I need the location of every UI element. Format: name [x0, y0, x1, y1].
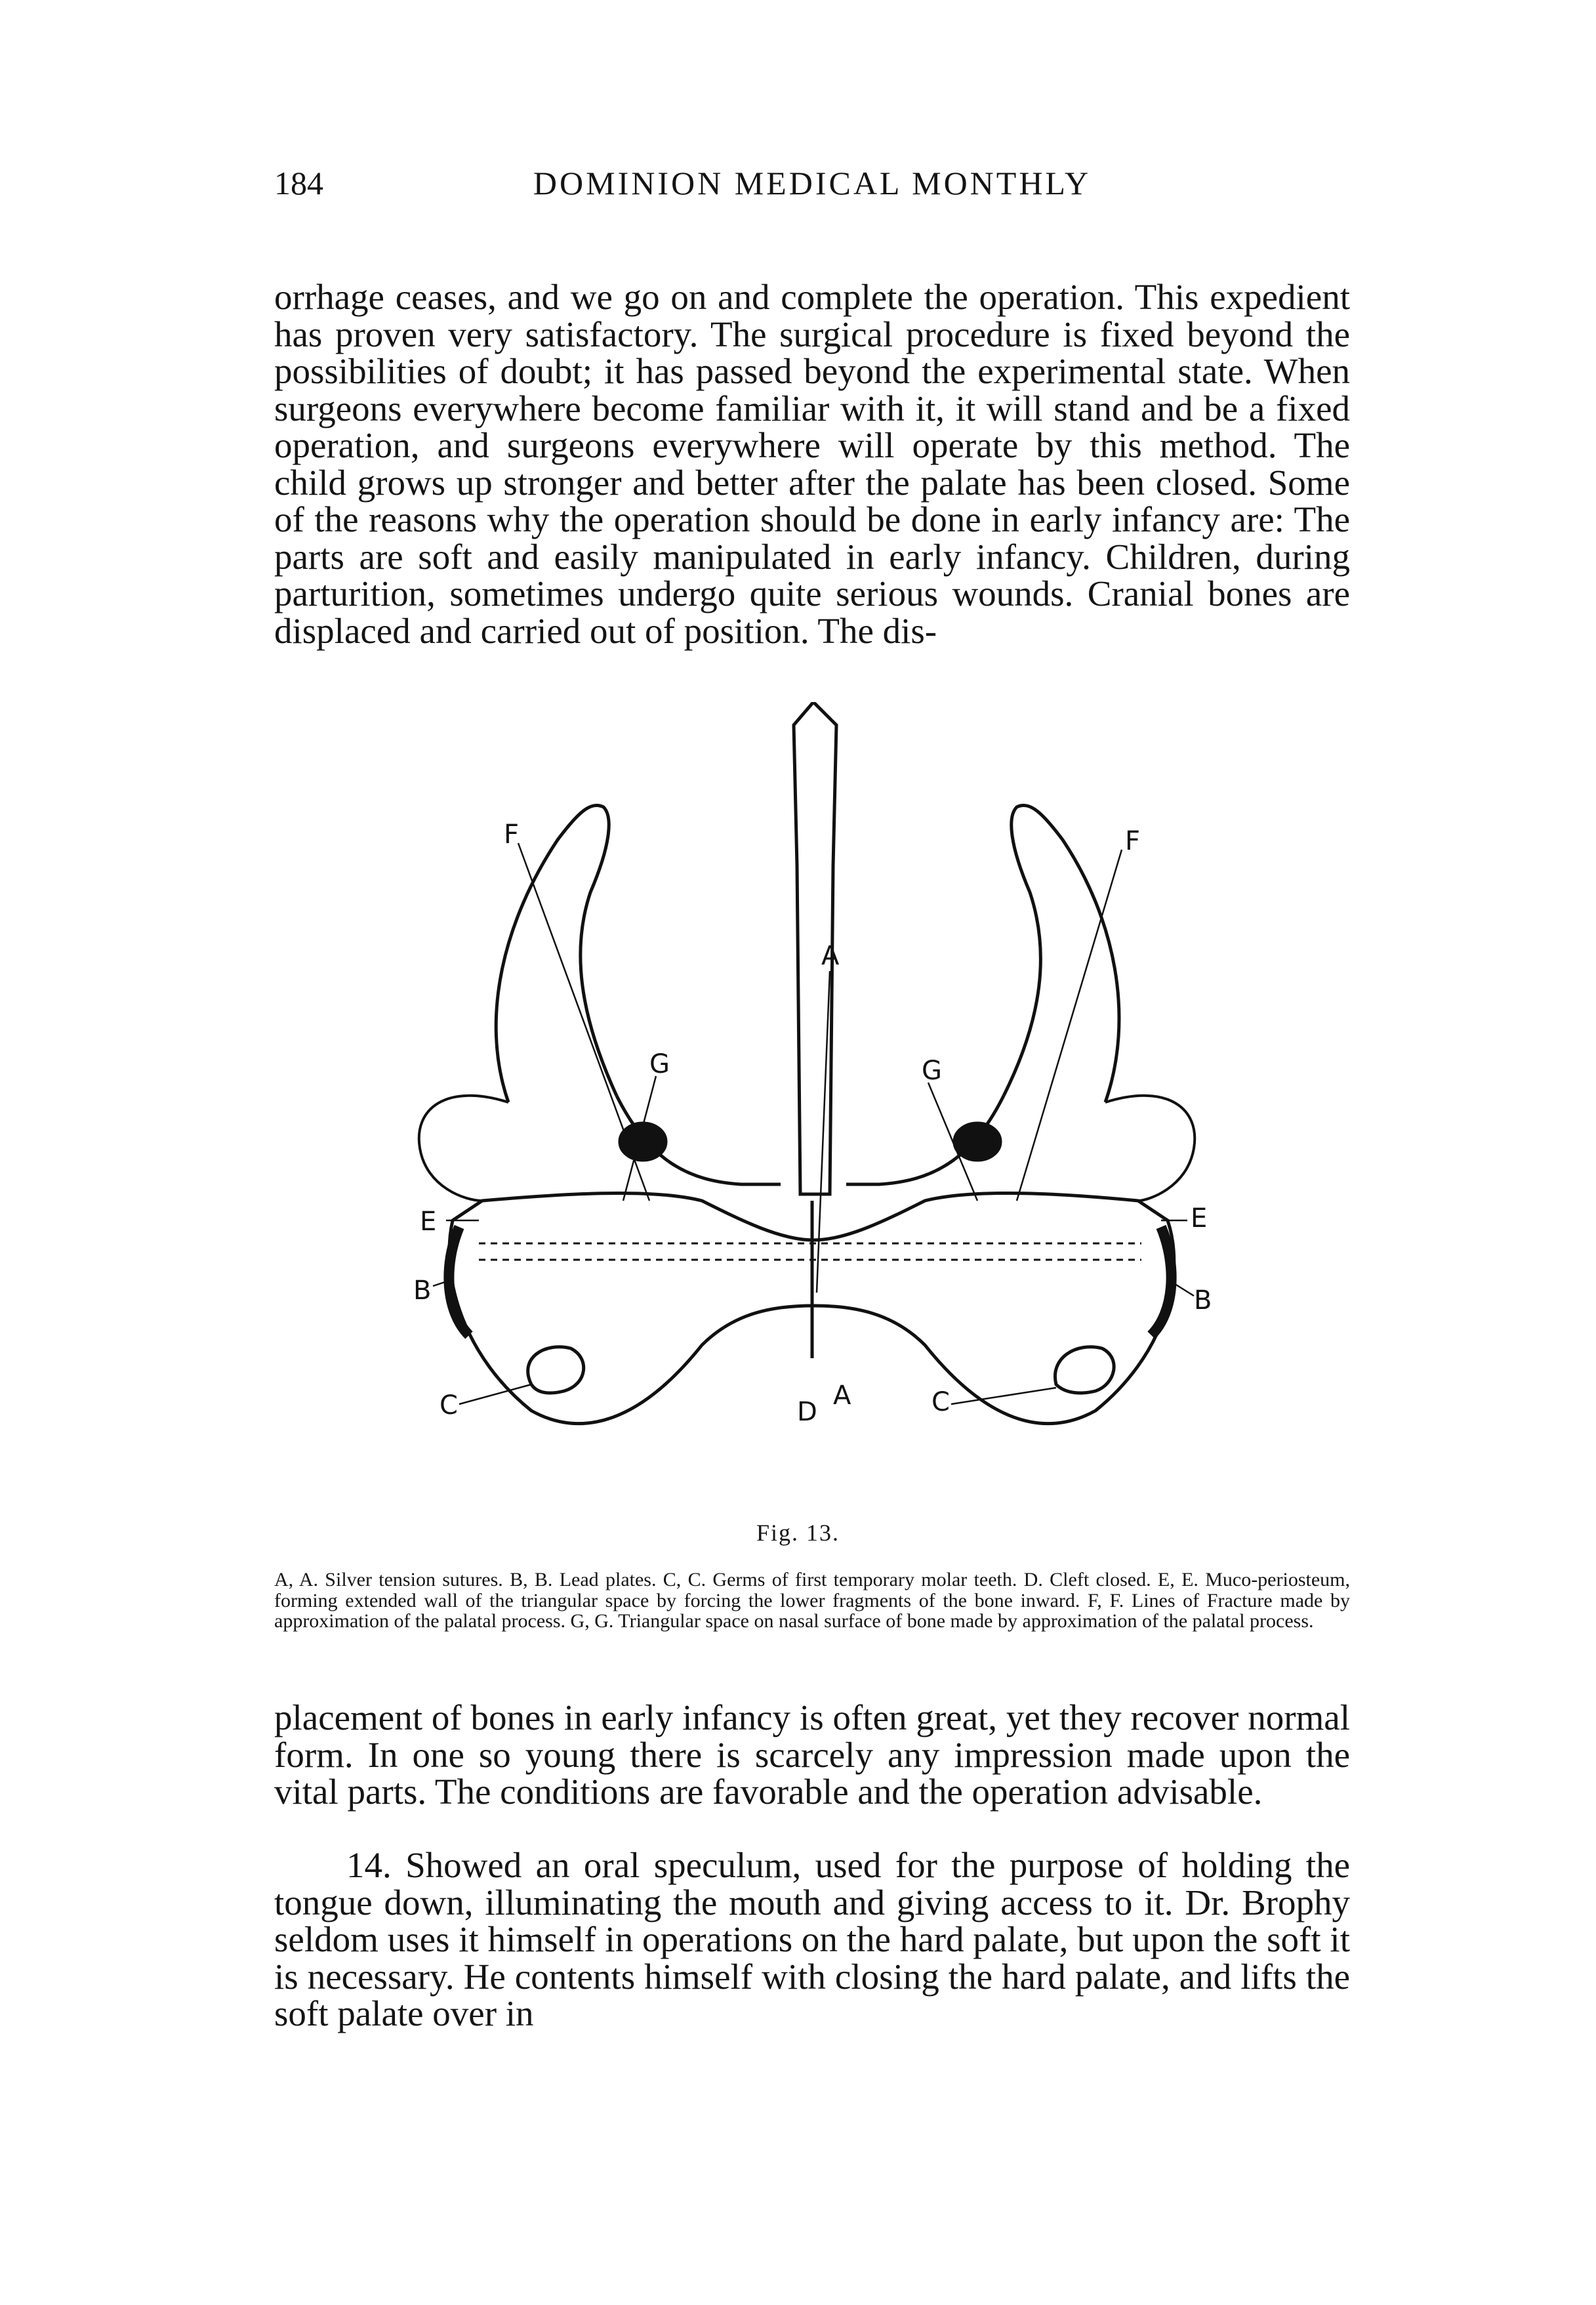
- label-e-right: E: [1191, 1203, 1208, 1234]
- figure-title: Fig. 13.: [756, 1520, 840, 1546]
- label-g-right: G: [922, 1056, 942, 1086]
- label-b-right: B: [1194, 1285, 1212, 1316]
- left-maxilla-process: [496, 805, 617, 1102]
- page-header: [274, 164, 1350, 210]
- anatomical-figure: [282, 702, 1345, 1516]
- running-title: DOMINION MEDICAL MONTHLY: [533, 165, 1092, 201]
- palate-illustration: [282, 702, 1345, 1516]
- label-f-left: F: [504, 820, 520, 850]
- figure-caption: A, A. Silver tension sutures. B, B. Lead plates. C, C. Germs of first temporary molar teeth. D. Cleft closed. E, E. Muco-periosteum, forming extended wall of the triangular space by forcing the lower fragments of the bone inward. F, F. Lines of Fracture made by approximation of the palatal process. G, G. Triangular space on nasal surface of bone made by approximation of the palatal process.: [274, 1569, 1350, 1632]
- label-d: D: [797, 1397, 817, 1427]
- left-lead-plate: [449, 1227, 469, 1335]
- pointer-f-left: [518, 843, 649, 1201]
- right-lead-plate: [1151, 1227, 1172, 1335]
- right-wing: [1105, 1096, 1195, 1201]
- label-c-right: C: [931, 1387, 950, 1417]
- label-f-right: F: [1125, 826, 1141, 856]
- label-e-left: E: [420, 1207, 437, 1237]
- label-b-left: B: [413, 1276, 432, 1306]
- left-tooth-germ: [528, 1347, 584, 1393]
- body-paragraph-3: 14. Showed an oral speculum, used for the purpose of holding the tongue down, illuminating the mouth and giving access to it. Dr. Brophy seldom uses it himself in operations on the hard palate, but upon the soft it is necessary. He contents himself with closing the hard palate, and lifts the soft palate over in: [274, 1845, 1350, 2033]
- right-foramen: [954, 1123, 1000, 1160]
- label-g-left: G: [649, 1049, 670, 1079]
- left-wing: [419, 1096, 508, 1201]
- body-paragraph-1: orrhage ceases, and we go on and complete the operation. This expedient has proven very satisfactory. The surgical procedure is fixed beyond the possibilities of doubt; it has passed beyond the experimental state. When surgeons everywhere become familiar with it, it will stand and be a fixed operation, and surgeons everywhere will operate by this method. The child grows up stronger and better after the palate has been closed. Some of the reasons why the operation should be done in early infancy are: The parts are soft and easily manipulated in early infancy. Children, during parturition, sometimes undergo quite serious wounds. Cranial bones are displaced and carried out of position. The dis-: [274, 277, 1350, 651]
- right-tooth-germ: [1055, 1347, 1114, 1393]
- body-paragraph-2: placement of bones in early infancy is often great, yet they recover normal form. In one so young there is scarcely any impression made upon the vital parts. The conditions are favorable and the operation advisable.: [274, 1697, 1350, 1812]
- label-c-left: C: [440, 1390, 458, 1421]
- label-a-bottom: A: [833, 1381, 851, 1411]
- label-a-top: A: [821, 941, 840, 971]
- page-number: 184: [274, 165, 323, 201]
- right-maxilla-process: [1004, 805, 1119, 1102]
